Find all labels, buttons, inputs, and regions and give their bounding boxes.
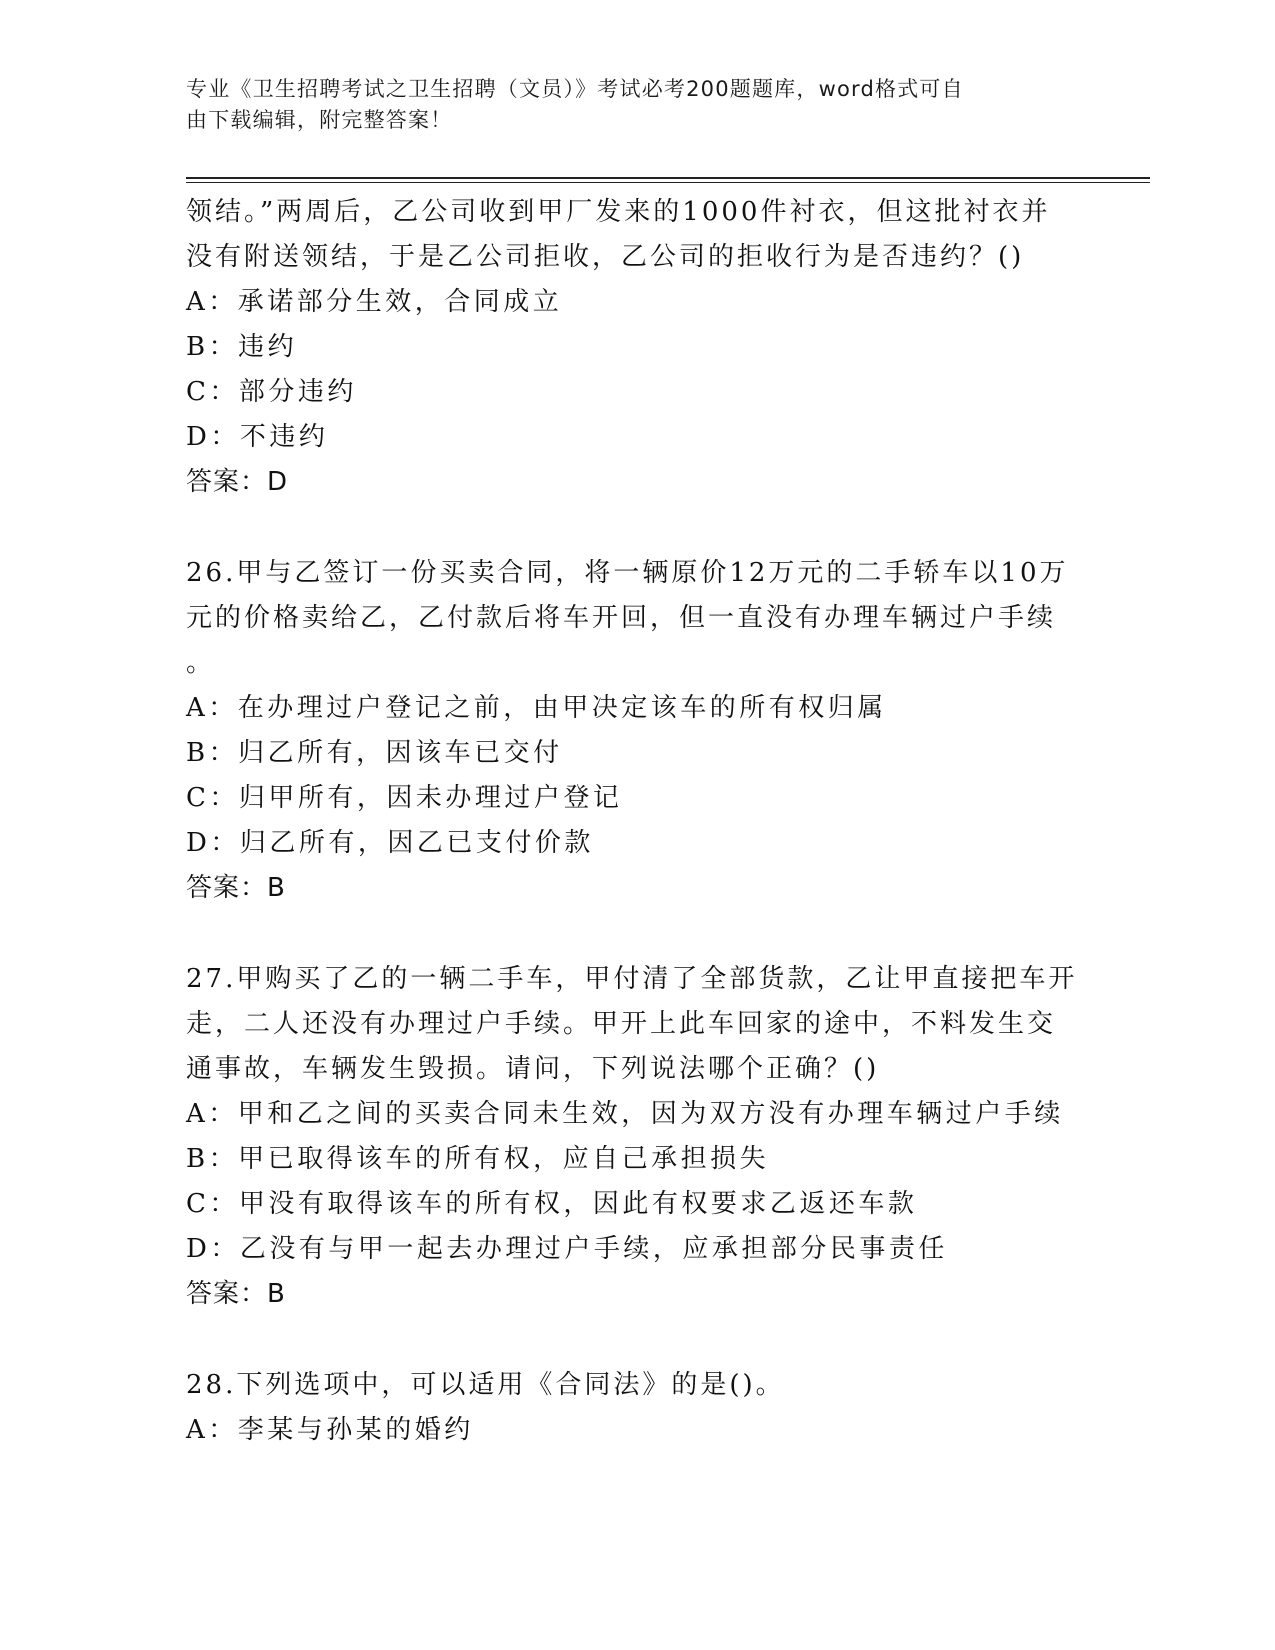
answer: 答案：D	[186, 467, 289, 497]
question-text-line: 元的价格卖给乙，乙付款后将车开回，但一直没有办理车辆过户手续	[186, 603, 1057, 633]
option-a: A：甲和乙之间的买卖合同未生效，因为双方没有办理车辆过户手续	[186, 1099, 1064, 1129]
spacer	[186, 505, 1086, 551]
header-rule-thin	[186, 182, 1150, 183]
option-d: D：不违约	[186, 422, 329, 452]
question-text-line: 通事故，车辆发生毁损。请问，下列说法哪个正确？()	[186, 1054, 880, 1084]
option-c: C：部分违约	[186, 377, 357, 407]
option-a: A：承诺部分生效，合同成立	[186, 287, 563, 317]
document-header	[186, 74, 1076, 136]
question-text-line: 。	[186, 648, 216, 678]
question-28	[186, 1363, 1086, 1453]
header-rule-thick	[186, 177, 1150, 179]
answer: 答案：B	[186, 1279, 286, 1309]
option-a: A：李某与孙某的婚约	[186, 1415, 474, 1445]
question-25	[186, 190, 1086, 505]
answer: 答案：B	[186, 873, 286, 903]
option-c: C：甲没有取得该车的所有权，因此有权要求乙返还车款	[186, 1189, 918, 1219]
question-text-line: 走，二人还没有办理过户手续。甲开上此车回家的途中，不料发生交	[186, 1009, 1057, 1039]
header-line-2: 由下载编辑，附完整答案！	[186, 108, 453, 132]
option-b: B：甲已取得该车的所有权，应自己承担损失	[186, 1144, 770, 1174]
question-text-line: 没有附送领结，于是乙公司拒收，乙公司的拒收行为是否违约？()	[186, 242, 1025, 272]
spacer	[186, 1317, 1086, 1363]
option-d: D：乙没有与甲一起去办理过户手续，应承担部分民事责任	[186, 1234, 948, 1264]
question-text-line: 26.甲与乙签订一份买卖合同，将一辆原价12万元的二手轿车以10万	[186, 558, 1069, 588]
question-26	[186, 551, 1086, 911]
option-c: C：归甲所有，因未办理过户登记	[186, 783, 623, 813]
option-a: A：在办理过户登记之前，由甲决定该车的所有权归属	[186, 693, 887, 723]
header-line-1: 专业《卫生招聘考试之卫生招聘（文员）》考试必考200题题库，word格式可自	[186, 77, 964, 101]
question-text-line: 28.下列选项中，可以适用《合同法》的是()。	[186, 1370, 785, 1400]
document-body	[186, 190, 1086, 1453]
spacer	[186, 911, 1086, 957]
question-text-line: 27.甲购买了乙的一辆二手车，甲付清了全部货款，乙让甲直接把车开	[186, 964, 1078, 994]
option-b: B：违约	[186, 332, 298, 362]
option-b: B：归乙所有，因该车已交付	[186, 738, 563, 768]
question-27	[186, 957, 1086, 1317]
question-text-line: 领结。”两周后，乙公司收到甲厂发来的1000件衬衣，但这批衬衣并	[186, 197, 1051, 227]
option-d: D：归乙所有，因乙已支付价款	[186, 828, 594, 858]
